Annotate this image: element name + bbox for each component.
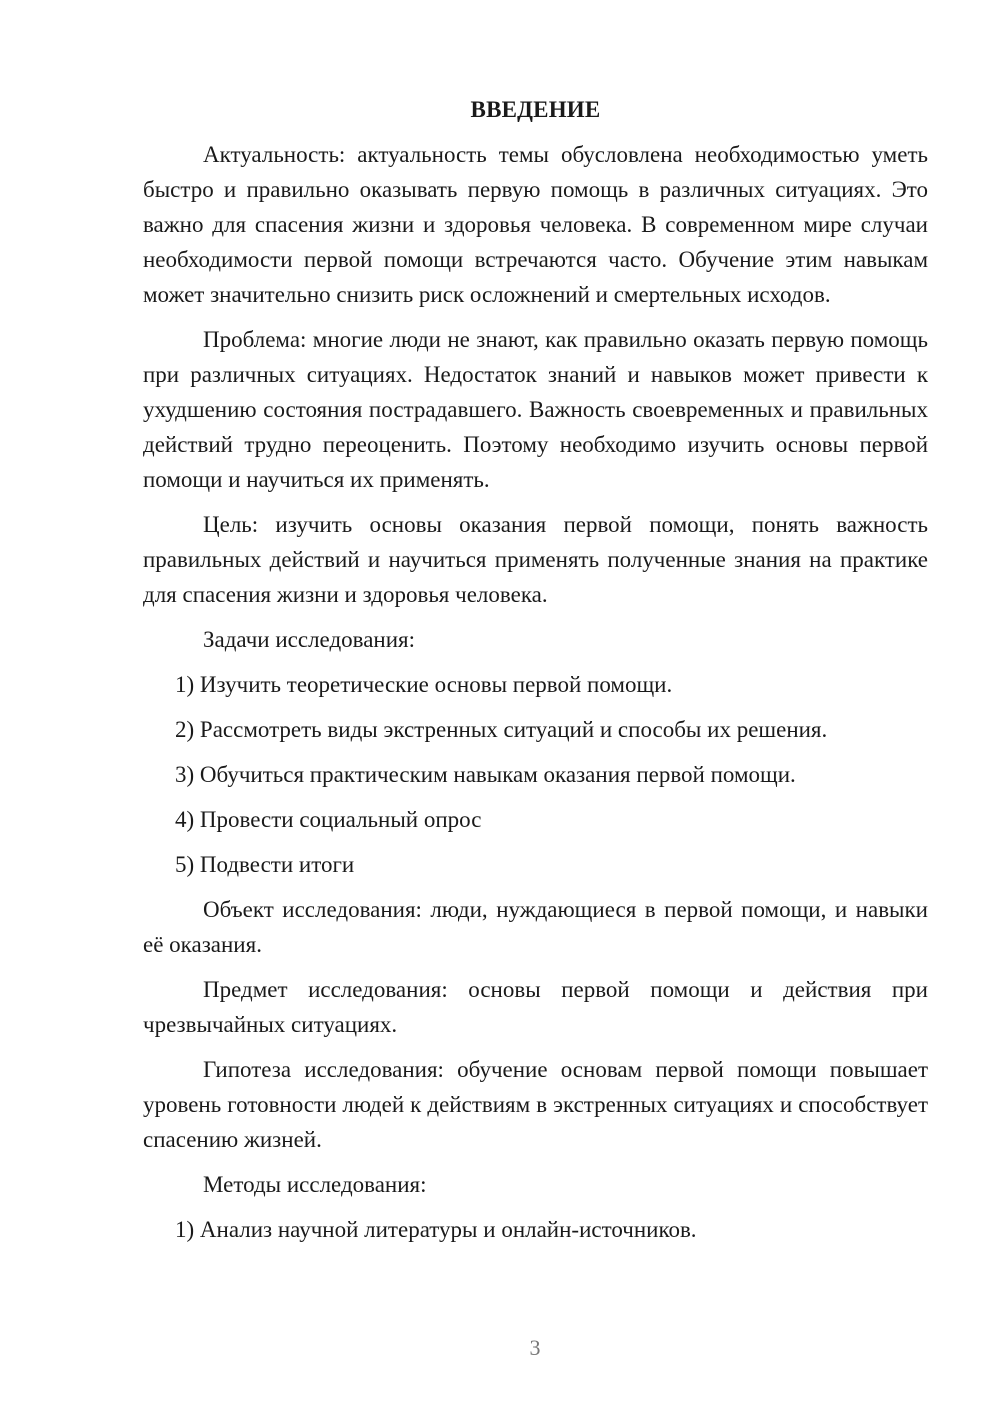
section-heading: ВВЕДЕНИЕ [470, 97, 601, 122]
goal-paragraph: Цель: изучить основы оказания первой помощи, понять важность правильных действий и научиться применять полученные знания на практике для спасения жизни и здоровья человека. [143, 512, 928, 607]
methods-title: Методы исследования: [203, 1172, 427, 1197]
task-item: 3) Обучиться практическим навыкам оказания первой помощи. [175, 762, 796, 787]
hypothesis-paragraph: Гипотеза исследования: обучение основам первой помощи повышает уровень готовности людей к действиям в экстренных ситуациях и способствует спасению жизней. [143, 1057, 928, 1152]
subject-paragraph: Предмет исследования: основы первой помощи и действия при чрезвычайных ситуациях. [143, 977, 928, 1037]
task-item: 5) Подвести итоги [175, 852, 355, 877]
problem-paragraph: Проблема: многие люди не знают, как правильно оказать первую помощь при различных ситуациях. Недостаток знаний и навыков может привести к ухудшению состояния пострадавшего. Важность своевременных и правильных действий трудно переоценить. Поэтому необходимо изучить основы первой помощи и научиться их применять. [143, 327, 928, 492]
page-number: 3 [529, 1335, 541, 1360]
tasks-title: Задачи исследования: [203, 627, 416, 652]
page-content [143, 92, 928, 1257]
task-item: 2) Рассмотреть виды экстренных ситуаций и способы их решения. [175, 717, 828, 742]
task-item: 1) Изучить теоретические основы первой помощи. [175, 672, 673, 697]
method-item: 1) Анализ научной литературы и онлайн-источников. [175, 1217, 697, 1242]
relevance-paragraph: Актуальность: актуальность темы обусловлена необходимостью уметь быстро и правильно оказывать первую помощь в различных ситуациях. Это важно для спасения жизни и здоровья человека. В современном мире случаи необходимости первой помощи встречаются часто. Обучение этим навыкам может значительно снизить риск осложнений и смертельных исходов. [143, 142, 928, 307]
object-paragraph: Объект исследования: люди, нуждающиеся в первой помощи, и навыки её оказания. [143, 897, 928, 957]
task-item: 4) Провести социальный опрос [175, 807, 482, 832]
